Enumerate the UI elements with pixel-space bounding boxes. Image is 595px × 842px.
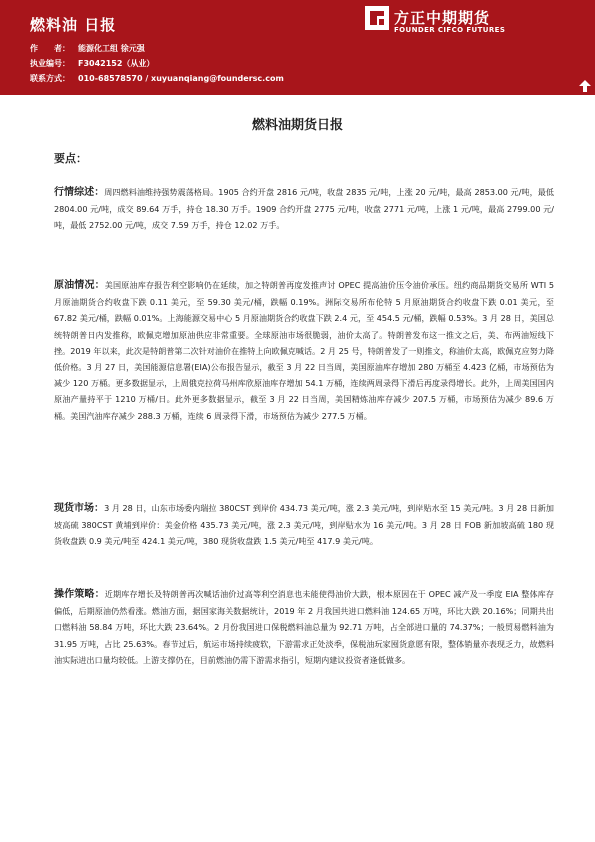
market-overview-heading: 行情综述： bbox=[54, 187, 105, 198]
up-arrow-icon[interactable] bbox=[578, 79, 592, 93]
logo-chinese-name: 方正中期期货 bbox=[394, 9, 491, 27]
report-header bbox=[0, 0, 595, 95]
contact-value[interactable]: 010-68578570 / xuyuanqiang@foundersc.com bbox=[78, 74, 284, 83]
document-title: 燃料油期货日报 bbox=[251, 118, 343, 133]
author-line bbox=[30, 43, 145, 54]
logo-english-name: FOUNDER CIFCO FUTURES bbox=[394, 26, 506, 34]
market-overview-paragraph bbox=[54, 184, 554, 234]
spot-market-paragraph bbox=[54, 500, 554, 550]
license-label: 执业编号： bbox=[30, 59, 70, 68]
crude-oil-text: 美国原油库存报告利空影响仍在延续，加之特朗普再度发推声讨 OPEC 提高油价压令油价承压。纽约商品期货交易所 WTI 5 月原油期货合约收盘下跌 0.11 美元，至 59.30 美元/桶，跌幅 0.19%。洲际交易所布伦特 5 月原油期货合约收盘下跌 0.01 美元，至 67.82 美元/桶，跌幅 0.01%。上海能源交易中心 5 月原油期货合约收盘下跌 2.4 元，至 454.5 元/桶，跌幅 0.53%。3 月 28 日，美国总统特朗普日内发推称，欧佩克增加原油供应非常重要。全球原油市场很脆弱，油价太高了。特朗普发布这一推文之后，美、布两油短线下挫。2019 年以来，此次是特朗普第二次针对油价在推特上向欧佩克喊话。2 月 25 号，特朗普发了一则推文，称油价太高，欧佩克应努力降低价格。3 月 27 日，美国能源信息署(EIA)公布报告显示，截至 3 月 22 日当周，美国原油库存增加 280 万桶至 4.423 亿桶，市场预估为减少 120 万桶。更多数据显示，上周俄克拉荷马州库欣原油库存增加 54.1 万桶，连续两周录得下滑后再度录得增长。此外，上周美国国内原油产量持平于 1210 万桶/日。此外更多数据显示，截至 3 月 22 日当周，美国精炼油库存减少 207.5 万桶，市场预估为减少 89.6 万桶。美国汽油库存减少 288.3 万桶，连续 6 周录得下滑，市场预估为减少 277.5 万桶。 bbox=[54, 280, 555, 421]
license-value: F3042152（从业） bbox=[78, 59, 155, 68]
strategy-text: 近期库存增长及特朗普再次喊话油价过高等利空消息也未能使得油价大跌，根本原因在于 OPEC 减产及一季度 EIA 整体库存偏低，后期原油仍然看涨。燃油方面，据国家海关数据统计，2019 年 2 月我国共进口燃料油 124.65 万吨，环比大跌 20.16%；同期共出口燃料油 58.84 万吨，环比大跌 23.64%。2 月份我国进口保税燃料油总量为 92.71 万吨，占全部进口量的 74.37%；一般贸易燃料油为 31.95 万吨，占比 25.63%。春节过后，航运市场持续疲软，下游需求正处淡季，保税油玩家囤货意愿有限，整体销量亦表现乏力，故燃料油实际进出口量均较低。上游支撑仍在，目前燃油仍需下游需求指引，短期内建议投资者逢低做多。 bbox=[54, 589, 555, 665]
report-name: 燃料油 日报 bbox=[30, 16, 117, 34]
company-logo bbox=[364, 5, 584, 41]
license-line bbox=[30, 58, 154, 69]
contact-line bbox=[30, 73, 284, 84]
author-value: 能源化工组 徐元强 bbox=[78, 44, 145, 53]
crude-oil-heading: 原油情况： bbox=[54, 280, 105, 291]
logo-mark-icon bbox=[364, 5, 390, 31]
strategy-paragraph bbox=[54, 586, 554, 668]
strategy-heading: 操作策略： bbox=[54, 589, 105, 600]
key-points-label: 要点： bbox=[54, 152, 87, 165]
crude-oil-paragraph bbox=[54, 277, 554, 424]
contact-label: 联系方式： bbox=[30, 74, 70, 83]
spot-market-text: 3 月 28 日，山东市场委内瑞拉 380CST 到岸价 434.73 美元/吨，涨 2.3 美元/吨，到岸贴水至 15 美元/吨。3 月 28 日新加坡高硫 380CST 黄埔到岸价：美金价格 435.73 美元/吨，涨 2.3 美元/吨，到岸贴水为 16 美元/吨。3 月 28 日 FOB 新加坡高硫 180 现货收盘跌 0.9 美元/吨至 424.1 美元/吨，380 现货收盘跌 1.5 美元/吨至 417.9 美元/吨。 bbox=[54, 503, 554, 547]
author-label: 作 者： bbox=[30, 44, 70, 53]
market-overview-text: 周四燃料油维持强势震荡格局。1905 合约开盘 2816 元/吨，收盘 2835 元/吨，上涨 20 元/吨，最高 2853.00 元/吨，最低 2804.00 元/吨，成交 89.64 万手，持仓 18.30 万手。1909 合约开盘 2775 元/吨，收盘 2771 元/吨，上涨 1 元/吨，最高 2799.00 元/吨，最低 2752.00 元/吨，成交 7.59 万手，持仓 12.02 万手。 bbox=[54, 187, 554, 231]
spot-market-heading: 现货市场： bbox=[54, 503, 105, 514]
